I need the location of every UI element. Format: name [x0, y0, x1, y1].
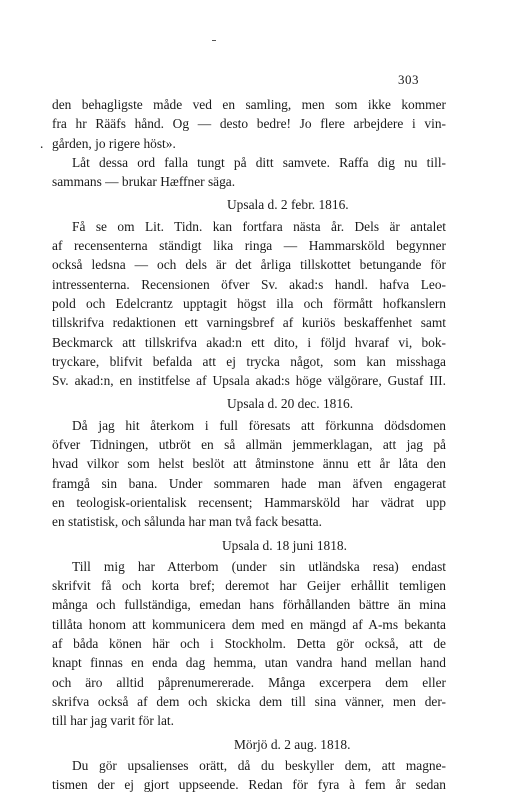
paragraph-last-line: [52, 512, 446, 531]
line-text: Få se om Lit. Tidn. kan fortfara nästa år. Dels är antalet: [72, 218, 446, 234]
text-line: [52, 294, 446, 313]
letter-date-heading: [52, 394, 446, 413]
paragraph-first-line: [52, 416, 446, 435]
line-text: Upsala d. 18 juni 1818.: [222, 537, 347, 553]
line-text: skrifva också af dem och skicka dem till sina vänner, men der-: [52, 693, 446, 709]
line-text: också ledsna — och dels är det årliga tillskottet betungande för: [52, 257, 446, 273]
page-number: 303: [398, 72, 419, 87]
line-text: tillskrifva redaktionen ett varningsbref af kuriös beskaffenhet samt: [52, 315, 446, 331]
paragraph-last-line: [52, 172, 446, 191]
paragraph-last-line: [40, 134, 446, 153]
line-text: till har jag varit för lat.: [52, 713, 174, 729]
line-text: och äro alltid påprenumererade. Många excerpera dem eller: [52, 674, 446, 690]
text-line: [52, 474, 446, 493]
text-line: [52, 634, 446, 653]
paragraph-first-line: [52, 557, 446, 576]
line-text: den behagligste måde ved en samling, men som ikke kommer: [52, 97, 446, 112]
line-text: skrifvit få och korta bref; deremot har Geijer erhållit temligen: [52, 578, 446, 594]
line-text: af recensenterna ständigt lika ringa — Hammarsköld begynner: [52, 238, 446, 254]
letter-date-heading: [52, 735, 446, 754]
line-text: en statistisk, och sålunda har man två fack besatta.: [52, 514, 322, 530]
line-text: fra hr Rääfs hånd. Og — desto bedre! Jo flere arbejdere i vin-: [52, 116, 446, 132]
line-text: af båda könen här och i Stockholm. Detta gör också, att de: [52, 636, 446, 652]
letter-date-heading: [52, 536, 446, 555]
margin-mark: .: [40, 135, 44, 151]
line-text: knapt finnas en enda dag hemma, utan vandra hand mellan hand: [52, 655, 446, 671]
text-line: [52, 352, 446, 371]
text-line: [52, 333, 446, 352]
line-text: tismen der ej gjort uppseende. Redan för fyra à fem år sedan: [52, 777, 446, 793]
text-line: [52, 275, 446, 294]
line-text: Upsala d. 20 dec. 1816.: [227, 396, 354, 412]
text-line: [52, 493, 446, 512]
text-line: [52, 653, 446, 672]
text-line: [52, 576, 446, 595]
text-line: [52, 775, 446, 794]
letter-text: [40, 95, 446, 794]
print-mark: [212, 40, 216, 41]
line-text: gården, jo rigere höst».: [52, 135, 176, 151]
line-text: Låt dessa ord falla tungt på ditt samvete. Raffa dig nu till-: [72, 154, 446, 170]
line-text: framgå sin bana. Under sommaren hade man äfven engagerat: [52, 475, 446, 491]
line-text: tillåta honom att kommunicera dem med en mängd af A-ms bekanta: [52, 616, 446, 632]
line-text: sammans — brukar Hæffner säga.: [52, 174, 236, 190]
line-text: pold och Edelcrantz upptagit högst illa och förmått hofkanslern: [52, 295, 446, 311]
text-line: [52, 255, 446, 274]
line-text: Sv. akad:n, en institfelse af Upsala akad:s höge välgörare, Gustaf III.: [52, 373, 446, 389]
line-text: Du gör upsalienses orätt, då du beskyller dem, att magne-: [72, 757, 446, 773]
line-text: tryckare, blifvit befalda att ej trycka något, som kan misshaga: [52, 353, 446, 369]
line-text: Till mig har Atterbom (under sin utländska resa) endast: [72, 558, 446, 574]
line-text: Mörjö d. 2 aug. 1818.: [234, 736, 351, 752]
line-text: Då jag hit återkom i full föresats att förkunna dödsdomen: [72, 417, 446, 433]
text-line: [52, 435, 446, 454]
line-text: öfver Tidningen, utbröt en så allmän jemmerklagan, att jag på: [52, 437, 446, 453]
text-line: [52, 236, 446, 255]
letter-date-heading: [52, 195, 446, 214]
line-text: en teologisk-orientalisk recensent; Hammarsköld har vädrat upp: [52, 494, 446, 510]
text-line: [52, 692, 446, 711]
text-line: [52, 95, 446, 114]
line-text: intressenterna. Recensionen öfver Sv. akad:s handl. hafva Leo-: [52, 276, 446, 292]
text-line: [52, 615, 446, 634]
paragraph-first-line: [52, 217, 446, 236]
paragraph-first-line: [52, 756, 446, 775]
paragraph-first-line: [52, 153, 446, 172]
text-line: [52, 673, 446, 692]
text-line: [52, 114, 446, 133]
line-text: Beckmarck att tillskrifva akad:n ett dito, i följd hvaraf vi, bok-: [52, 334, 446, 350]
text-line: [52, 313, 446, 332]
line-text: Upsala d. 2 febr. 1816.: [227, 197, 349, 213]
line-text: många och fullständiga, emedan hans förhållanden bättre än mina: [52, 597, 446, 613]
text-line: [52, 454, 446, 473]
paragraph-last-line: [52, 711, 446, 730]
line-text: hvad vilkor som helst beslöt att åtminstone ännu ett år låta den: [52, 456, 446, 472]
text-line: [52, 595, 446, 614]
text-line: [52, 371, 446, 390]
